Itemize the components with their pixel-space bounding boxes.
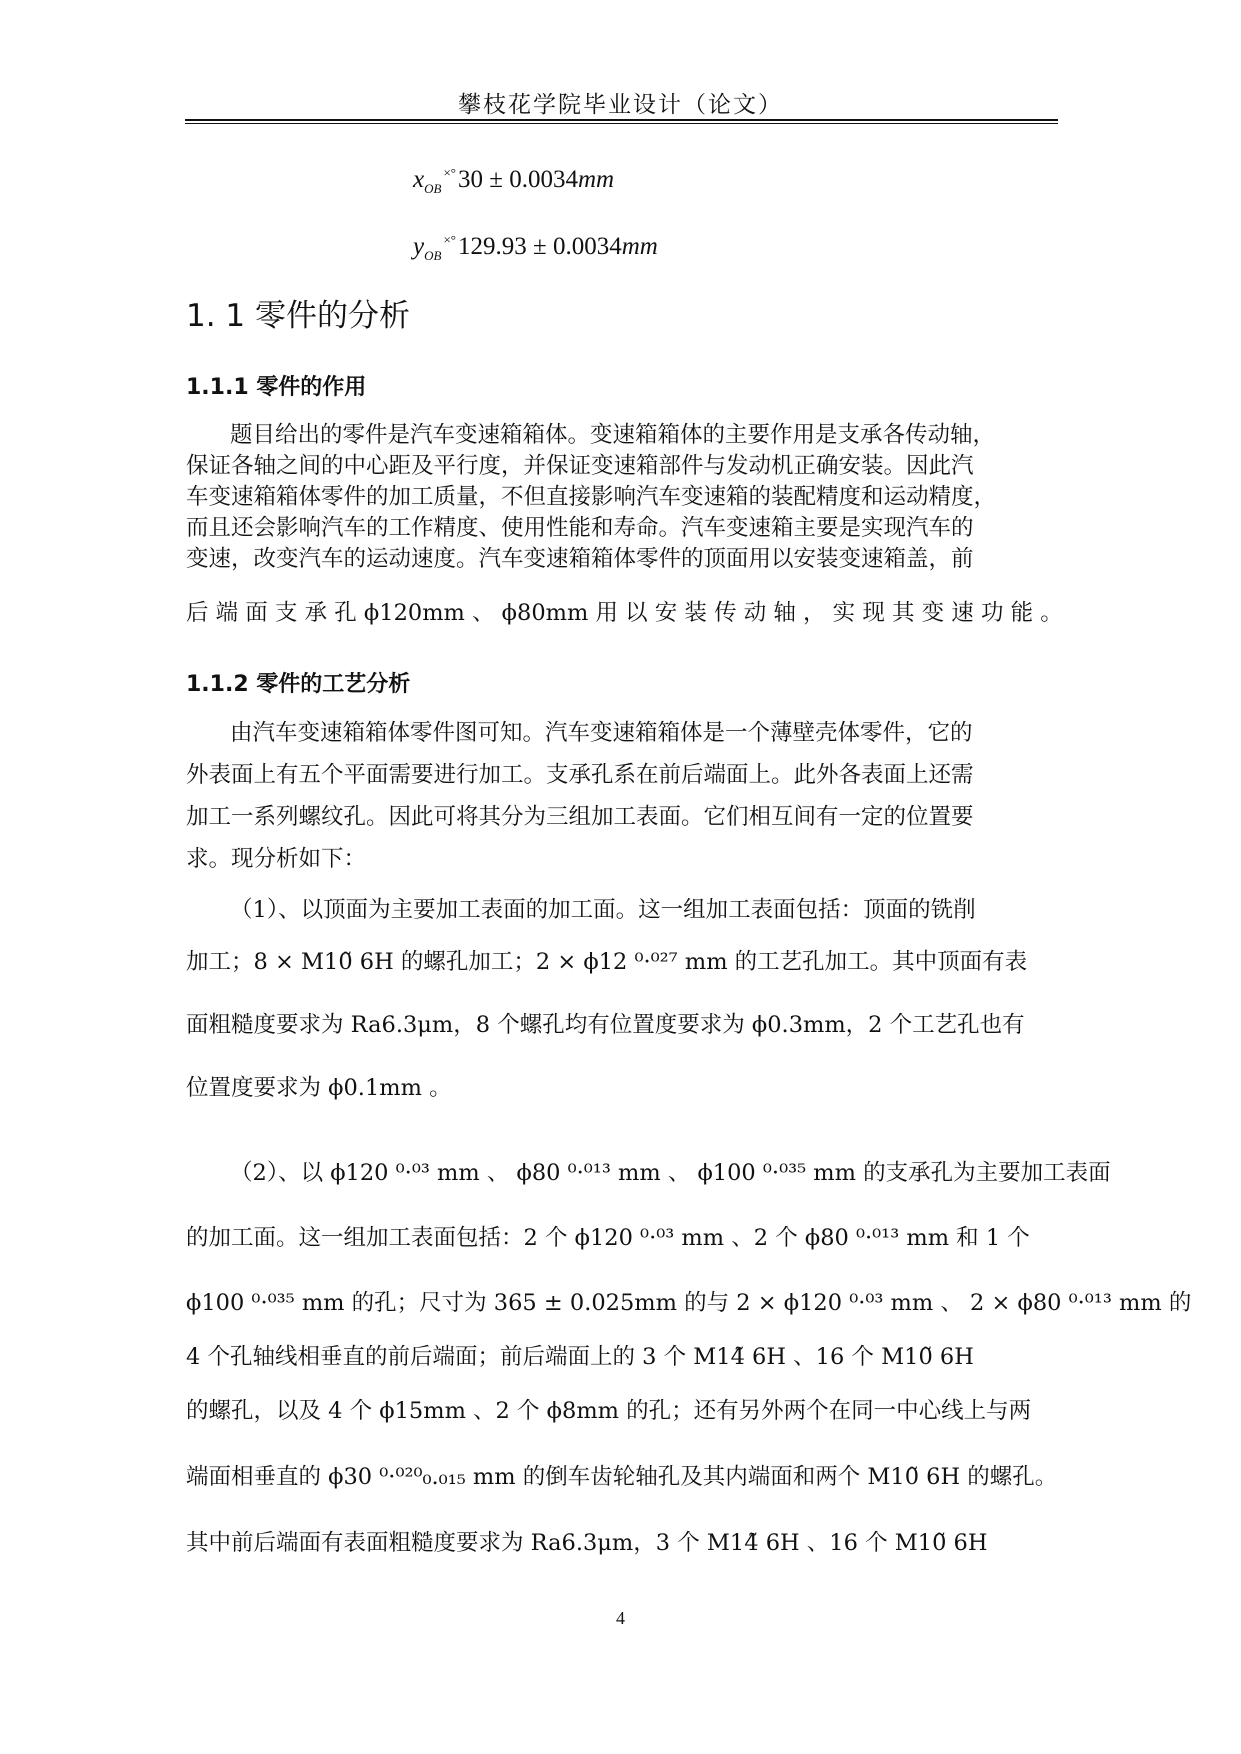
page-number: 4 <box>616 1608 625 1628</box>
paragraph-line: 外表面上有五个平面需要进行加工。支承孔系在前后端面上。此外各表面上还需 <box>186 762 974 788</box>
list-item-line: 其中前后端面有表面粗糙度要求为 Ra6.3μm，3 个 M14̃ 6H 、16 个 M10̃ 6H <box>186 1530 988 1556</box>
subsection-title-2: 1.1.2 零件的工艺分析 <box>186 672 411 697</box>
paragraph-line: 而且还会影响汽车的工作精度、使用性能和寿命。汽车变速箱主要是实现汽车的 <box>186 515 974 541</box>
paragraph-line: 保证各轴之间的中心距及平行度，并保证变速箱部件与发动机正确安装。因此汽 <box>186 453 974 479</box>
paragraph-line: 后 端 面 支 承 孔 ϕ120mm 、 ϕ80mm 用 以 安 装 传 动 轴 ， 实 现 其 变 速 功 能 。 <box>186 600 1063 626</box>
list-item-line: （2）、以 ϕ120 ⁰·⁰³ mm 、 ϕ80 ⁰·⁰¹³ mm 、 ϕ100 ⁰·⁰³⁵ mm 的支承孔为主要加工表面 <box>230 1160 1111 1186</box>
paragraph-line: 车变速箱箱体零件的加工质量，不但直接影响汽车变速箱的装配精度和运动精度， <box>186 484 997 510</box>
list-item-line: 4 个孔轴线相垂直的前后端面；前后端面上的 3 个 M14̃ 6H 、16 个 M10̃ 6H <box>186 1344 974 1370</box>
list-item-line: 加工；8 × M10̃ 6H 的螺孔加工；2 × ϕ12 ⁰·⁰²⁷ mm 的工艺孔加工。其中顶面有表 <box>186 949 1028 975</box>
list-item-line: 面粗糙度要求为 Ra6.3μm，8 个螺孔均有位置度要求为 ϕ0.3mm，2 个工艺孔也有 <box>186 1012 1025 1038</box>
list-item-line: 的加工面。这一组加工表面包括：2 个 ϕ120 ⁰·⁰³ mm 、2 个 ϕ80 ⁰·⁰¹³ mm 和 1 个 <box>186 1225 1030 1251</box>
header-rule <box>185 119 1058 121</box>
paragraph-line: 加工一系列螺纹孔。因此可将其分为三组加工表面。它们相互间有一定的位置要 <box>186 804 974 830</box>
header-rule-thin <box>185 123 1058 124</box>
paragraph-line: 由汽车变速箱箱体零件图可知。汽车变速箱箱体是一个薄壁壳体零件，它的 <box>230 720 973 746</box>
equation-y-ob: $y_{OB}^{\times^\circ}129.93 \pm 0.0034mm$ <box>413 232 658 263</box>
list-item-line: ϕ100 ⁰·⁰³⁵ mm 的孔；尺寸为 365 ± 0.025mm 的与 2 × ϕ120 ⁰·⁰³ mm 、 2 × ϕ80 ⁰·⁰¹³ mm 的 <box>186 1290 1192 1316</box>
paragraph-line: 题目给出的零件是汽车变速箱箱体。变速箱箱体的主要作用是支承各传动轴， <box>230 422 996 448</box>
list-item-line: 位置度要求为 ϕ0.1mm 。 <box>186 1075 452 1101</box>
list-item-line: 的螺孔，以及 4 个 ϕ15mm 、2 个 ϕ8mm 的孔；还有另外两个在同一中心线上与两 <box>186 1398 1032 1424</box>
paragraph-line: 求。现分析如下： <box>186 846 367 872</box>
page-header: 攀枝花学院毕业设计（论文） <box>458 92 783 118</box>
list-item-line: 端面相垂直的 ϕ30 ⁰·⁰²⁰₀.₀₁₅ mm 的倒车齿轮轴孔及其内端面和两个 M10̃ 6H 的螺孔。 <box>186 1464 1058 1490</box>
section-title: 1. 1 零件的分析 <box>186 298 411 334</box>
list-item-line: （1）、以顶面为主要加工表面的加工面。这一组加工表面包括：顶面的铣削 <box>230 897 976 923</box>
equation-x-ob: $x_{OB}^{\times^\circ}30 \pm 0.0034mm$ <box>413 165 615 196</box>
subsection-title-1: 1.1.1 零件的作用 <box>186 375 367 400</box>
paragraph-line: 变速，改变汽车的运动速度。汽车变速箱箱体零件的顶面用以安装变速箱盖，前 <box>186 546 974 572</box>
